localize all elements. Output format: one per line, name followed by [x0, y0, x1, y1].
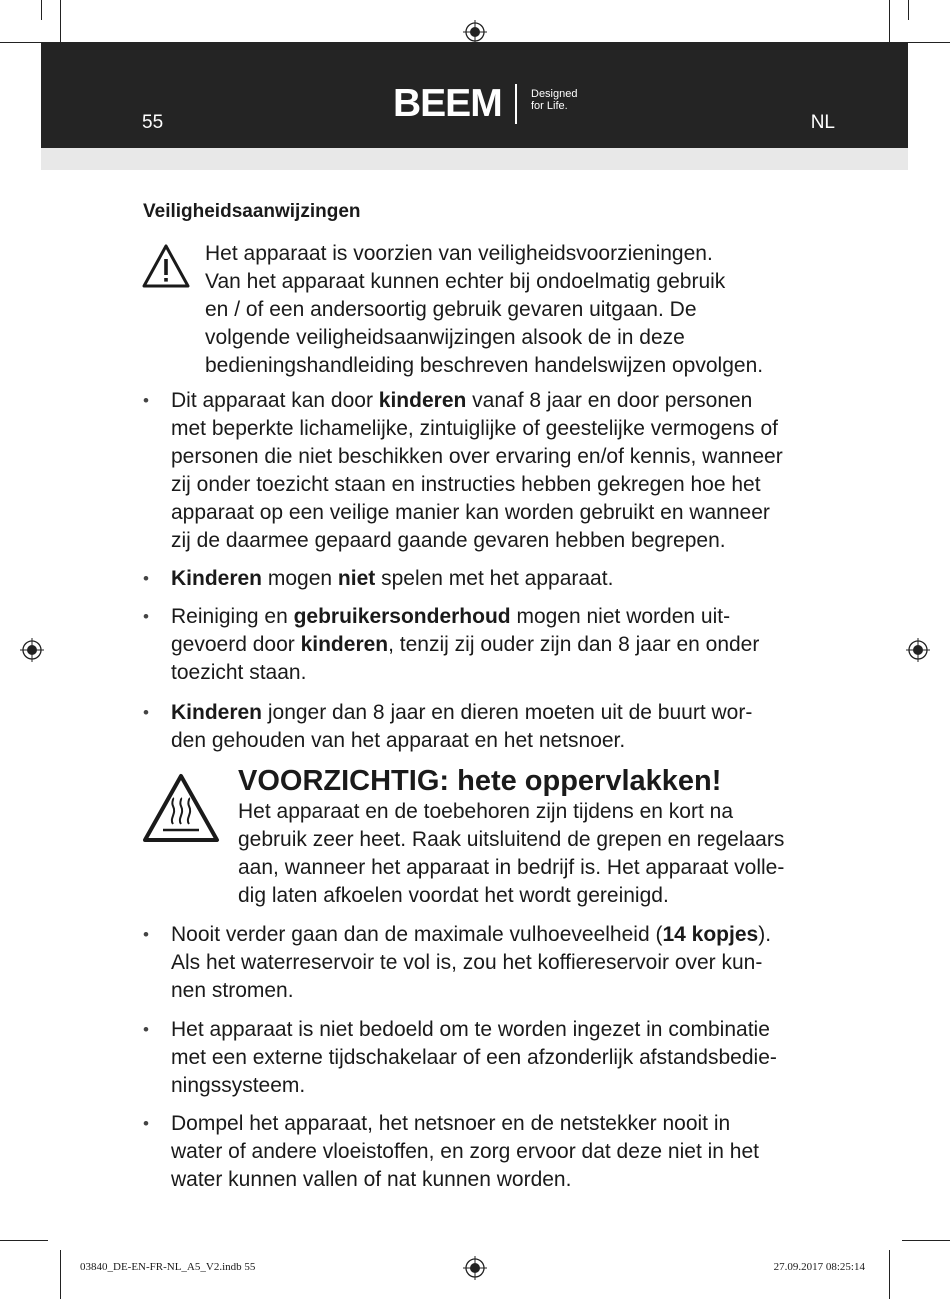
text-line: [171, 1166, 861, 1194]
text-span: jonger dan 8 jaar en dieren moeten uit de buurt wor-: [262, 701, 753, 724]
bold-text: gebruikersonderhoud: [293, 605, 511, 628]
text-line: [171, 387, 861, 415]
list-item: [171, 603, 861, 687]
text-span: zij onder toezicht staan en instructies hebben gekregen hoe het: [171, 473, 761, 496]
registration-mark-icon: [463, 20, 487, 44]
warning-triangle-icon: [141, 243, 191, 289]
page-number: 55: [142, 112, 164, 133]
text-line: [171, 1044, 861, 1072]
text-span: apparaat op een veilige manier kan worden gebruikt en wanneer: [171, 501, 770, 524]
text-line: [171, 1016, 861, 1044]
text-span: personen die niet beschikken over ervaring en/of kennis, wanneer: [171, 445, 783, 468]
tagline-line: Designed: [531, 88, 578, 100]
text-span: ningssysteem.: [171, 1074, 306, 1097]
text-span: Dit apparaat kan door: [171, 389, 379, 412]
bold-text: Kinderen: [171, 567, 263, 590]
bold-text: Kinderen: [171, 701, 263, 724]
text-line: gebruik zeer heet. Raak uitsluitend de grepen en regelaars: [238, 828, 785, 851]
text-line: [171, 727, 861, 755]
text-span: water kunnen vallen of nat kunnen worden.: [171, 1168, 572, 1191]
text-span: met een externe tijdschakelaar of een afzonderlijk afstandsbedie-: [171, 1046, 777, 1069]
text-line: [171, 603, 861, 631]
text-span: Het apparaat is niet bedoeld om te worden ingezet in combinatie: [171, 1018, 770, 1041]
bullet-marker: •: [143, 703, 149, 722]
list-item: [171, 565, 861, 593]
text-line: [171, 1072, 861, 1100]
bullet-marker: •: [143, 607, 149, 626]
caution-heading: VOORZICHTIG: hete oppervlakken!: [238, 765, 722, 797]
text-span: Als het waterreservoir te vol is, zou het koffiereservoir over kun-: [171, 951, 763, 974]
text-line: [171, 659, 861, 687]
brand-logo: BEEM: [393, 82, 502, 125]
registration-mark-icon: [463, 1256, 487, 1280]
bullet-marker: •: [143, 391, 149, 410]
footer-timestamp: 27.09.2017 08:25:14: [773, 1261, 865, 1273]
text-line: dig laten afkoelen voordat het wordt gereinigd.: [238, 884, 669, 907]
text-line: en / of een andersoortig gebruik gevaren uitgaan. De: [205, 298, 697, 321]
intro-paragraph: [205, 240, 845, 380]
text-span: water of andere vloeistoffen, en zorg ervoor dat deze niet in het: [171, 1140, 759, 1163]
text-span: nen stromen.: [171, 979, 294, 1002]
page-header: [41, 42, 908, 148]
bold-text: kinderen: [300, 633, 389, 656]
tagline-line: for Life.: [531, 100, 568, 112]
text-line: Van het apparaat kunnen echter bij ondoelmatig gebruik: [205, 270, 726, 293]
text-span: met beperkte lichamelijke, zintuiglijke of geestelijke vermogens of: [171, 417, 778, 440]
list-item: [171, 699, 861, 755]
registration-mark-icon: [20, 638, 44, 662]
logo-divider: [515, 84, 517, 124]
text-line: volgende veiligheidsaanwijzingen alsook de in deze: [205, 326, 685, 349]
bullet-marker: •: [143, 569, 149, 588]
text-line: [171, 565, 861, 593]
text-line: [171, 631, 861, 659]
header-underline-strip: [41, 148, 908, 170]
footer-file-info: 03840_DE-EN-FR-NL_A5_V2.indb 55: [80, 1261, 256, 1273]
text-span: zij de daarmee gepaard gaande gevaren hebben begrepen.: [171, 529, 726, 552]
section-title: Veiligheidsaanwijzingen: [143, 201, 361, 222]
text-span: , tenzij zij ouder zijn dan 8 jaar en onder: [388, 633, 760, 656]
list-item: [171, 1110, 861, 1194]
bold-text: kinderen: [378, 389, 467, 412]
text-span: mogen: [262, 567, 338, 590]
text-span: spelen met het apparaat.: [375, 567, 614, 590]
list-item: [171, 921, 861, 1005]
bullet-marker: •: [143, 1114, 149, 1133]
text-span: toezicht staan.: [171, 661, 307, 684]
text-line: Het apparaat en de toebehoren zijn tijdens en kort na: [238, 800, 734, 823]
bullet-marker: •: [143, 1020, 149, 1039]
text-span: den gehouden van het apparaat en het netsnoer.: [171, 729, 626, 752]
text-line: [171, 527, 861, 555]
text-span: mogen niet worden uit-: [510, 605, 731, 628]
bold-text: 14 kopjes: [662, 923, 759, 946]
text-span: Nooit verder gaan dan de maximale vulhoeveelheid (: [171, 923, 663, 946]
bold-text: niet: [337, 567, 376, 590]
text-span: vanaf 8 jaar en door personen: [466, 389, 753, 412]
text-line: aan, wanneer het apparaat in bedrijf is. Het apparaat volle-: [238, 856, 785, 879]
brand-tagline: [531, 88, 577, 112]
text-line: [171, 921, 861, 949]
text-span: gevoerd door: [171, 633, 301, 656]
text-line: [171, 1138, 861, 1166]
language-code: NL: [810, 112, 835, 133]
text-line: [171, 699, 861, 727]
text-line: [171, 977, 861, 1005]
caution-paragraph: [238, 798, 848, 910]
text-line: [171, 415, 861, 443]
list-item: [171, 1016, 861, 1100]
hot-surface-warning-icon: [141, 772, 221, 844]
text-line: [171, 499, 861, 527]
text-span: ).: [758, 923, 772, 946]
text-line: [171, 949, 861, 977]
text-span: Reiniging en: [171, 605, 294, 628]
text-span: Dompel het apparaat, het netsnoer en de netstekker nooit in: [171, 1112, 731, 1135]
bullet-marker: •: [143, 925, 149, 944]
text-line: [171, 1110, 861, 1138]
text-line: [171, 443, 861, 471]
text-line: Het apparaat is voorzien van veiligheidsvoorzieningen.: [205, 242, 713, 265]
list-item: [171, 387, 861, 555]
registration-mark-icon: [906, 638, 930, 662]
text-line: bedieningshandleiding beschreven handelswijzen opvolgen.: [205, 354, 764, 377]
text-line: [171, 471, 861, 499]
